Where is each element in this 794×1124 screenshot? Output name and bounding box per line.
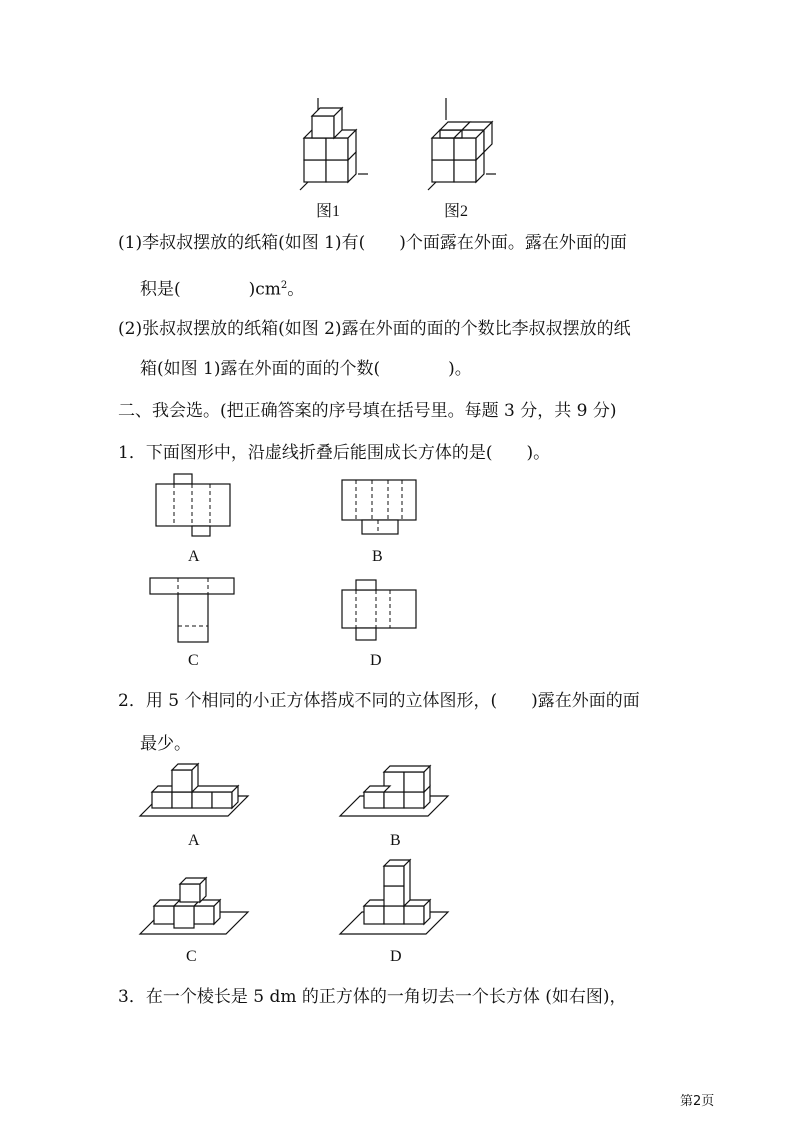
figure-2-stacked-boxes [424, 96, 504, 196]
q1-part2-line1: (2)张叔叔摆放的纸箱(如图 2)露在外面的面的个数比李叔叔摆放的纸 [118, 319, 631, 339]
question-2-line1: 2．用 5 个相同的小正方体搭成不同的立体图形，( )露在外面的面 [118, 691, 640, 711]
net-option-c-label: C [188, 652, 199, 669]
cube-arrangement-b [340, 762, 450, 822]
unit-exponent: 2 [280, 280, 288, 291]
figure-1-caption: 图1 [316, 203, 341, 220]
cube-arrangement-d [340, 858, 450, 942]
question-3-text: 3．在一个棱长是 5 dm 的正方体的一角切去一个长方体 (如右图)， [118, 987, 627, 1007]
q1-part1-line2 [140, 275, 304, 301]
cube-arrangement-c-label: C [186, 948, 197, 965]
q1-part1-line1: (1)李叔叔摆放的纸箱(如图 1)有( )个面露在外面。露在外面的面 [118, 233, 627, 253]
net-option-c [148, 576, 238, 646]
cube-arrangement-b-label: B [390, 832, 401, 849]
net-option-d-label: D [370, 652, 382, 669]
net-option-d [340, 578, 420, 644]
q1-part1-line2-end: 。 [287, 279, 305, 300]
net-option-a [154, 472, 234, 542]
cube-arrangement-a [140, 762, 250, 822]
q1-part2-line2: 箱(如图 1)露在外面的面的个数( )。 [140, 359, 472, 379]
net-option-b-label: B [372, 548, 383, 565]
section-2-heading: 二、我会选。(把正确答案的序号填在括号里。每题 3 分，共 9 分) [118, 401, 617, 421]
figure-1-stacked-boxes [296, 96, 376, 196]
q1-part1-line2-text: 积是( )cm [140, 279, 281, 300]
net-option-a-label: A [188, 548, 200, 565]
cube-arrangement-a-label: A [188, 832, 200, 849]
page-number: 第2页 [680, 1094, 715, 1109]
figure-2-caption: 图2 [444, 203, 469, 220]
cube-arrangement-c [140, 876, 250, 942]
question-2-line2: 最少。 [140, 734, 191, 754]
cube-arrangement-d-label: D [390, 948, 402, 965]
net-option-b [340, 478, 420, 538]
question-1-text: 1．下面图形中，沿虚线折叠后能围成长方体的是( )。 [118, 443, 551, 463]
